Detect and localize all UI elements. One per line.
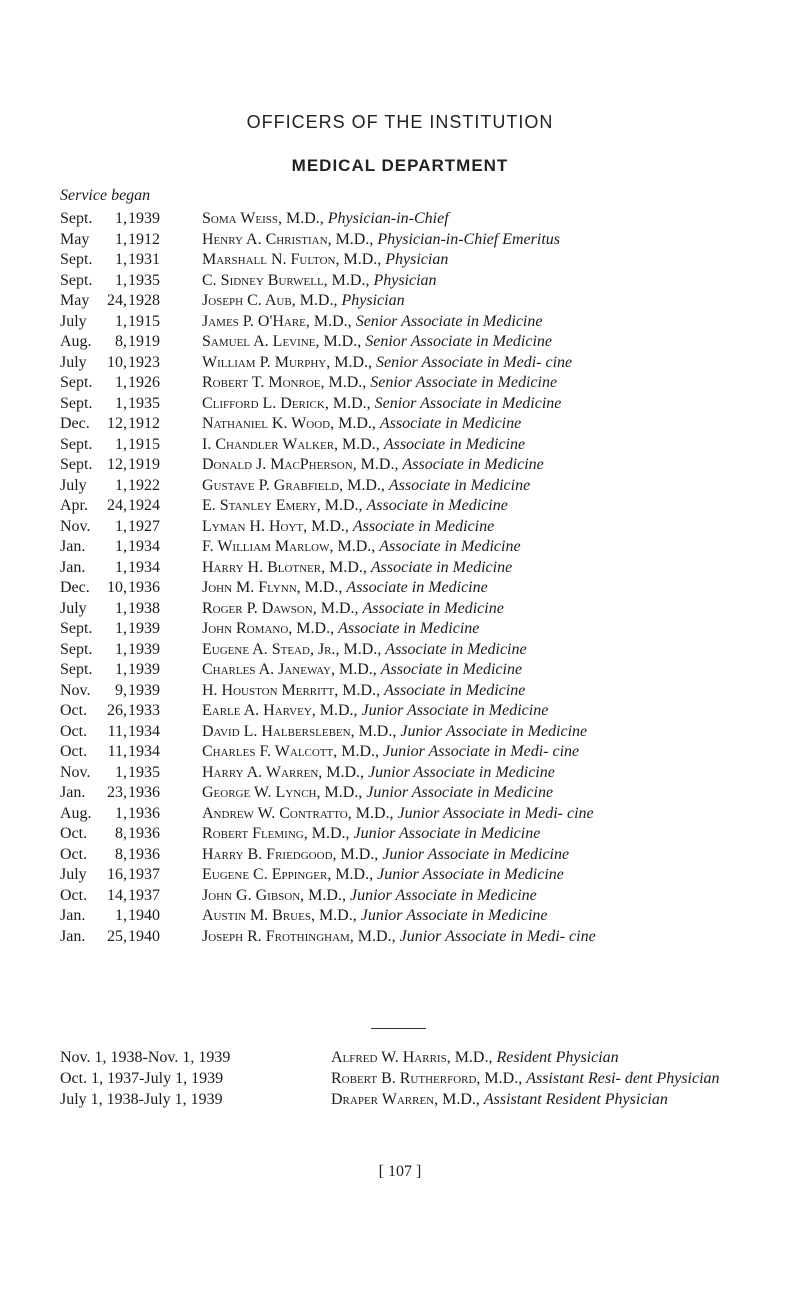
officer-entry [202,271,762,291]
service-month: Nov. [60,681,91,699]
service-month: Nov. [60,763,91,781]
officer-entry [202,414,762,434]
service-year: 1924 [128,497,160,514]
service-year: 1938 [128,599,160,617]
officer-name: Harry B. Friedgood, M.D., [202,845,379,863]
officer-name: Nathaniel K. Wood, M.D., [202,415,376,432]
service-day: 25, [107,927,127,945]
officer-title: Physician-in-Chief [327,210,449,227]
resident-service-period: Oct. 1, 1937-July 1, 1939 [60,1070,224,1087]
service-day: 9, [115,681,127,699]
officer-name: Charles F. Walcott, M.D., [202,743,380,760]
officer-entry [202,496,762,516]
staff-row [0,558,800,578]
officer-name: Clifford L. Derick, M.D., [202,394,371,412]
service-day: 11, [107,722,127,740]
officer-entry [202,209,762,229]
officer-title: Junior Associate in Medicine [366,784,554,801]
page-number: [ 107 ] [378,1163,422,1180]
resident-entry [331,1090,776,1110]
service-year: 1940 [128,927,160,945]
officer-title: Junior Associate in Medi- cine [383,743,580,760]
officer-entry [202,599,762,619]
officer-title: Associate in Medicine [379,415,522,432]
officer-entry [202,824,762,844]
officer-title: Senior Associate in Medicine [374,394,562,412]
staff-row [0,517,800,537]
staff-row [0,353,800,373]
service-day: 10, [107,579,127,596]
service-year: 1922 [128,476,160,494]
staff-row [0,332,800,352]
staff-row [0,804,800,824]
staff-row [0,599,800,619]
service-year: 1936 [128,579,160,596]
staff-row [0,476,800,496]
staff-row [0,250,800,270]
officer-entry [202,783,762,803]
officer-entry [202,681,762,701]
service-day: 16, [107,866,127,883]
officer-entry [202,927,762,947]
officer-name: Eugene C. Eppinger, M.D., [202,866,374,883]
resident-name: Alfred W. Harris, M.D., [331,1049,493,1066]
section-heading: MEDICAL DEPARTMENT [291,156,509,175]
staff-row [0,414,800,434]
resident-title: Assistant Resi- dent Physician [526,1070,720,1087]
service-year: 1934 [128,558,160,576]
service-month: Sept. [60,251,93,268]
service-month: Oct. [60,702,88,719]
resident-name: Draper Warren, M.D., [331,1091,480,1108]
service-day: 24, [107,497,127,514]
service-year: 1915 [128,435,160,453]
staff-row [0,435,800,455]
officer-entry [202,353,762,373]
officer-entry [202,701,762,721]
service-month: Sept. [60,374,93,391]
service-year: 1936 [128,825,160,842]
service-year: 1936 [128,804,160,822]
service-month: Jan. [60,558,86,576]
service-day: 10, [107,353,127,371]
officer-title: Senior Associate in Medicine [355,312,543,330]
officer-entry [202,394,762,414]
service-month: Jan. [60,927,86,945]
service-day: 1, [115,394,127,412]
officer-entry [202,865,762,885]
officer-entry [202,250,762,270]
officer-title: Junior Associate in Medicine [349,886,537,904]
service-year: 1936 [128,845,160,863]
officer-title: Senior Associate in Medicine [365,333,553,350]
officer-entry [202,906,762,926]
officer-name: E. Stanley Emery, M.D., [202,497,363,514]
officer-name: John Romano, M.D., [202,620,335,637]
resident-service-period: July 1, 1938-July 1, 1939 [60,1091,223,1108]
service-year: 1912 [128,415,160,432]
service-month: Sept. [60,394,93,412]
staff-row [0,886,800,906]
service-day: 1, [115,640,127,658]
service-day: 1, [115,251,127,268]
service-year: 1926 [128,374,160,391]
service-year: 1931 [128,251,160,268]
staff-row [0,783,800,803]
officer-entry [202,763,762,783]
service-day: 1, [115,517,127,535]
resident-title: Resident Physician [496,1049,619,1066]
officer-title: Physician [341,292,405,309]
officer-title: Junior Associate in Medicine [361,702,549,719]
service-month: Jan. [60,784,86,801]
service-year: 1935 [128,271,160,289]
service-year: 1923 [128,353,160,371]
service-month: July [60,353,87,371]
staff-row [0,209,800,229]
officer-name: William P. Murphy, M.D., [202,353,373,371]
officer-name: Harry H. Blotner, M.D., [202,558,367,576]
service-month: Sept. [60,271,93,289]
officer-name: George W. Lynch, M.D., [202,784,363,801]
officer-title: Junior Associate in Medicine [400,722,588,740]
officer-title: Junior Associate in Medicine [368,763,555,781]
officer-name: Marshall N. Fulton, M.D., [202,251,382,268]
staff-row [0,865,800,885]
service-day: 14, [107,886,127,904]
officer-name: Samuel A. Levine, M.D., [202,333,362,350]
service-year: 1928 [128,292,160,309]
officer-name: Gustave P. Grabfield, M.D., [202,476,385,494]
service-day: 12, [107,456,127,473]
officer-title: Associate in Medicine [384,681,526,699]
service-day: 24, [107,292,127,309]
officer-entry [202,742,762,762]
staff-row [0,578,800,598]
resident-roster [0,1048,800,1110]
officer-title: Associate in Medicine [352,517,495,535]
officer-entry [202,660,762,680]
staff-row [0,722,800,742]
resident-row [0,1048,800,1068]
service-month: Oct. [60,825,88,842]
staff-row [0,373,800,393]
service-month: Sept. [60,456,93,473]
service-day: 1, [115,374,127,391]
service-day: 1, [115,476,127,494]
resident-entry [331,1048,776,1068]
service-month: July [60,476,87,494]
officer-title: Associate in Medicine [346,579,488,596]
staff-row [0,701,800,721]
officer-name: David L. Halbersleben, M.D., [202,722,397,740]
officer-title: Associate in Medicine [383,435,526,453]
service-month: Sept. [60,620,93,637]
service-year: 1939 [128,661,160,678]
officer-entry [202,578,762,598]
resident-row [0,1069,800,1089]
officer-title: Associate in Medicine [366,497,508,514]
staff-row [0,455,800,475]
service-day: 8, [115,845,127,863]
officer-name: James P. O'Hare, M.D., [202,312,352,330]
service-month: Apr. [60,497,88,514]
staff-row [0,537,800,557]
officer-title: Junior Associate in Medicine [360,907,548,924]
service-day: 1, [115,661,127,678]
officer-entry [202,558,762,578]
service-day: 23, [107,784,127,801]
service-year: 1933 [128,702,160,719]
service-month: July [60,599,87,617]
service-day: 1, [115,210,127,227]
service-month: Dec. [60,579,90,596]
service-month: Dec. [60,415,90,432]
staff-row [0,845,800,865]
service-year: 1940 [128,907,160,924]
officer-name: C. Sidney Burwell, M.D., [202,271,370,289]
staff-row [0,619,800,639]
service-month: Jan. [60,538,86,555]
officer-name: Donald J. MacPherson, M.D., [202,456,399,473]
service-day: 1, [115,538,127,555]
divider-rule [371,1028,426,1029]
officer-title: Associate in Medicine [385,640,527,658]
officer-name: Earle A. Harvey, M.D., [202,702,358,719]
officer-entry [202,886,762,906]
officer-entry [202,537,762,557]
service-month: Oct. [60,743,88,760]
service-month: Sept. [60,640,93,658]
staff-row [0,496,800,516]
officer-title: Associate in Medicine [370,558,513,576]
service-year: 1935 [128,763,160,781]
service-day: 26, [107,702,127,719]
officer-title: Associate in Medicine [338,620,480,637]
service-day: 1, [115,230,127,248]
service-month: Oct. [60,845,88,863]
officer-name: Andrew W. Contratto, M.D., [202,804,394,822]
officer-entry [202,517,762,537]
service-year: 1935 [128,394,160,412]
service-month: Sept. [60,661,93,678]
service-year: 1934 [128,538,160,555]
officer-name: Harry A. Warren, M.D., [202,763,365,781]
resident-row [0,1090,800,1110]
officer-entry [202,804,762,824]
service-day: 1, [115,312,127,330]
staff-row [0,271,800,291]
service-month: July [60,866,87,883]
staff-row [0,906,800,926]
officer-name: Joseph C. Aub, M.D., [202,292,338,309]
officer-entry [202,373,762,393]
officer-name: Charles A. Janeway, M.D., [202,661,377,678]
officer-entry [202,291,762,311]
officer-title: Associate in Medicine [380,661,523,678]
service-day: 1, [115,558,127,576]
staff-roster [0,209,800,947]
service-month: Jan. [60,907,86,924]
staff-row [0,291,800,311]
service-day: 1, [115,271,127,289]
resident-name: Robert B. Rutherford, M.D., [331,1070,523,1087]
service-year: 1915 [128,312,160,330]
service-month: Sept. [60,210,93,227]
service-day: 1, [115,907,127,924]
service-day: 1, [115,599,127,617]
service-year: 1939 [128,210,160,227]
staff-row [0,312,800,332]
staff-row [0,660,800,680]
officer-name: John G. Gibson, M.D., [202,886,346,904]
service-month: Aug. [60,333,92,350]
officer-name: John M. Flynn, M.D., [202,579,343,596]
resident-title: Assistant Resident Physician [483,1091,668,1108]
staff-row [0,681,800,701]
service-day: 1, [115,804,127,822]
officer-title: Associate in Medicine [379,538,521,555]
service-year: 1927 [128,517,160,535]
officer-name: Robert Fleming, M.D., [202,825,350,842]
service-year: 1937 [128,866,160,883]
service-year: 1912 [128,230,160,248]
service-day: 1, [115,620,127,637]
officer-name: Joseph R. Frothingham, M.D., [202,927,396,945]
officer-name: F. William Marlow, M.D., [202,538,376,555]
officer-title: Junior Associate in Medicine [377,866,564,883]
officer-title: Physician [385,251,449,268]
service-month: May [60,292,90,309]
service-year: 1936 [128,784,160,801]
service-year: 1937 [128,886,160,904]
service-month: Aug. [60,804,92,822]
service-year: 1934 [128,722,160,740]
officer-entry [202,455,762,475]
officer-entry [202,845,762,865]
officer-title: Junior Associate in Medi- cine [399,927,596,945]
service-day: 8, [115,333,127,350]
service-year: 1919 [128,456,160,473]
service-day: 12, [107,415,127,432]
service-month: Nov. [60,517,91,535]
service-year: 1919 [128,333,160,350]
service-day: 8, [115,825,127,842]
staff-row [0,640,800,660]
staff-row [0,927,800,947]
staff-row [0,763,800,783]
resident-entry [331,1069,776,1089]
officer-name: Soma Weiss, M.D., [202,210,324,227]
officer-entry [202,230,762,250]
officer-title: Junior Associate in Medi- cine [397,804,594,822]
officer-name: Henry A. Christian, M.D., [202,230,374,248]
service-year: 1939 [128,681,160,699]
service-month: Oct. [60,722,88,740]
officer-name: H. Houston Merritt, M.D., [202,681,381,699]
service-day: 1, [115,435,127,453]
officer-entry [202,640,762,660]
officer-entry [202,312,762,332]
service-day: 1, [115,763,127,781]
officer-title: Associate in Medicine [362,599,504,617]
staff-row [0,230,800,250]
officer-name: Roger P. Dawson, M.D., [202,599,359,617]
officer-title: Physician [373,271,437,289]
service-month: May [60,230,90,248]
service-month: Oct. [60,886,88,904]
officer-title: Associate in Medicine [402,456,544,473]
officer-entry [202,619,762,639]
staff-row [0,742,800,762]
officer-entry [202,332,762,352]
service-began-label: Service began [60,187,151,204]
officer-name: I. Chandler Walker, M.D., [202,435,380,453]
officer-title: Physician-in-Chief Emeritus [377,230,560,248]
staff-row [0,824,800,844]
officer-name: Austin M. Brues, M.D., [202,907,357,924]
service-year: 1934 [128,743,160,760]
service-month: Sept. [60,435,93,453]
officer-entry [202,476,762,496]
page-heading: OFFICERS OF THE INSTITUTION [246,112,554,132]
service-day: 11, [107,743,127,760]
officer-entry [202,435,762,455]
service-year: 1939 [128,640,160,658]
officer-entry [202,722,762,742]
resident-service-period: Nov. 1, 1938-Nov. 1, 1939 [60,1049,231,1066]
officer-title: Associate in Medicine [388,476,531,494]
officer-title: Junior Associate in Medicine [382,845,570,863]
service-month: July [60,312,87,330]
officer-name: Eugene A. Stead, Jr., M.D., [202,640,382,658]
officer-name: Lyman H. Hoyt, M.D., [202,517,349,535]
service-year: 1939 [128,620,160,637]
officer-title: Senior Associate in Medicine [370,374,558,391]
officer-title: Senior Associate in Medi- cine [376,353,573,371]
officer-name: Robert T. Monroe, M.D., [202,374,367,391]
staff-row [0,394,800,414]
officer-title: Junior Associate in Medicine [353,825,541,842]
